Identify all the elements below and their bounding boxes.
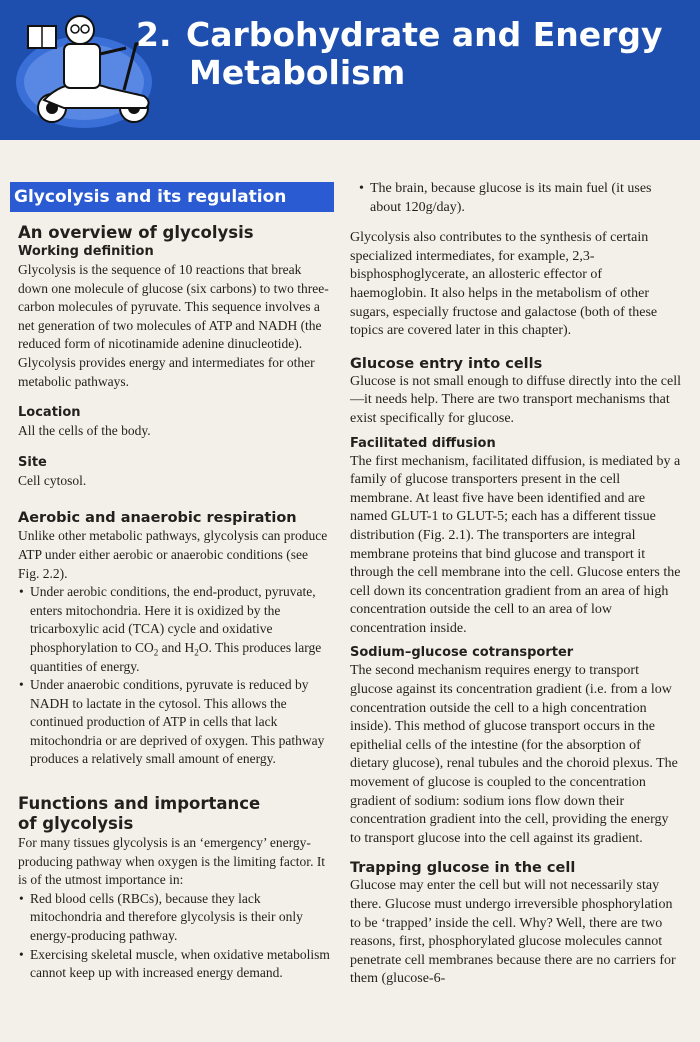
list-item: • Under anaerobic conditions, pyruvate is reduced by NADH to lactate in the cytosol. This allows the continued production of ATP in cells that lack mitochondria or are deprived of oxygen. This pathway produces a relatively small amount of energy. — [30, 676, 332, 769]
functions-text: For many tissues glycolysis is an ‘emergency’ energy-producing pathway when oxygen is the limiting factor. It is of the utmost importance in: — [18, 835, 326, 888]
sodium-glucose-text: The second mechanism requires energy to transport glucose against its concentration gradient (i.e. from a low concentration outside the cell to a high concentration inside). This method of glucose transport occurs in the epithelial cells of the intestine (for the absorption of dietary glucose), renal tubules and the choroid plexus. The movement of glucose is coupled to the concentration gradient of sodium: sodium ions flow down their concentration gradient into the cell, providing the energy to transport glucose into the cell against its gradient. — [350, 663, 678, 846]
functions-list — [18, 890, 332, 983]
aerobic-text: Unlike other metabolic pathways, glycolysis can produce ATP under either aerobic or anaerobic conditions (see Fig. 2.2). — [18, 528, 328, 581]
location-text: All the cells of the body. — [18, 423, 151, 439]
left-column — [14, 182, 332, 983]
aerobic-heading: Aerobic and anaerobic respiration — [18, 510, 297, 527]
section-header-bar: Glycolysis and its regulation — [10, 182, 334, 212]
chapter-title — [136, 16, 696, 92]
trapping-heading: Trapping glucose in the cell — [350, 860, 576, 877]
functions-heading: Functions and importance of glycolysis — [18, 794, 261, 834]
synthesis-text: Glycolysis also contributes to the synthesis of certain specialized intermediates, for example, 2,3-bisphosphoglycerate, an allosteric effector of haemoglobin. It also helps in the metabolism of other sugars, especially fructose and galactose (both of these topics are covered later in this chapter). — [350, 230, 658, 339]
list-item: • The brain, because glucose is its main fuel (it uses about 120g/day). — [370, 180, 682, 217]
brain-list — [350, 180, 682, 217]
chapter-number: 2. — [136, 15, 172, 54]
sodium-glucose-heading: Sodium–glucose cotransporter — [350, 645, 574, 661]
list-item: • Red blood cells (RBCs), because they lack mitochondria and therefore glycolysis is their only energy-producing pathway. — [30, 890, 332, 946]
list-item: • Exercising skeletal muscle, when oxidative metabolism cannot keep up with increased energy demand. — [30, 946, 332, 983]
location-heading: Location — [18, 405, 81, 421]
facilitated-diffusion-text: The first mechanism, facilitated diffusion, is mediated by a family of glucose transporters present in the cell membrane. At least five have been identified and are named GLUT-1 to GLUT-5; each has a different tissue distribution (Fig. 2.1). The transporters are integral membrane proteins that bind glucose and transport it through the cell membrane into the cell. Glucose enters the cell down its concentration gradient from an area of high concentration outside the cell to an area of low concentration inside. — [350, 453, 681, 636]
chapter-title-line1: Carbohydrate and Energy — [186, 15, 663, 54]
right-column — [350, 180, 682, 989]
trapping-text: Glucose may enter the cell but will not necessarily stay there. Glucose must undergo irreversible phosphorylation to be ‘trapped’ inside the cell. Why? Well, there are two reasons, first, phosphorylated glucose molecules cannot penetrate cell membranes because there are no carriers for them (glucose-6- — [350, 878, 676, 987]
overview-heading: An overview of glycolysis — [18, 223, 254, 242]
chapter-title-line2: Metabolism — [189, 53, 406, 92]
working-definition-text: Glycolysis is the sequence of 10 reactions that break down one molecule of glucose (six carbons) to two three-carbon molecules of pyruvate. This sequence involves a net generation of two molecules of ATP and NADH (the reduced form of nicotinamide adenine dinucleotide). Glycolysis provides energy and intermediates for other metabolic pathways. — [18, 262, 329, 389]
glucose-entry-heading: Glucose entry into cells — [350, 355, 543, 372]
list-item: • Under aerobic conditions, the end-product, pyruvate, enters mitochondria. Here it is oxidized by the tricarboxylic acid (TCA) cycle and oxidative phosphorylation to $CO_2$ and $H_2O$. This produces large quantities of energy. — [30, 583, 332, 676]
site-heading: Site — [18, 454, 47, 470]
chapter-banner — [0, 0, 700, 140]
glucose-entry-text: Glucose is not small enough to diffuse directly into the cell—it needs help. There are two transport mechanisms that exist specifically for glucose. — [350, 373, 682, 426]
aerobic-list — [18, 583, 332, 769]
facilitated-diffusion-heading: Facilitated diffusion — [350, 435, 496, 451]
site-text: Cell cytosol. — [18, 472, 87, 488]
working-definition-heading: Working definition — [18, 244, 154, 259]
